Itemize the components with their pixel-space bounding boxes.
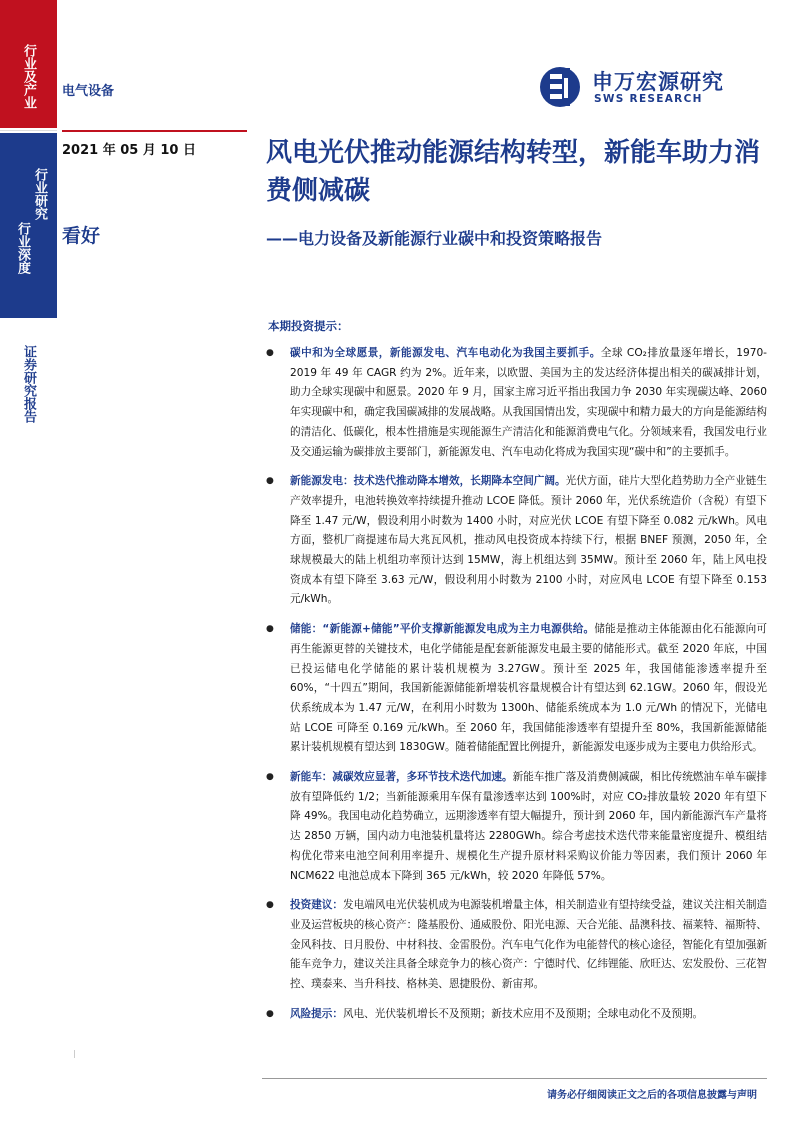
summary-bullet-carbon	[262, 344, 767, 462]
bullet-dot-icon: ●	[266, 1008, 274, 1019]
bullet-dot-icon: ●	[266, 624, 274, 635]
bullet-body: 全球 CO₂排放量逐年增长，1970-2019 年 49 年 CAGR 约为 2%。近年来，以欧盟、美国为主的发达经济体提出相关的碳减排计划，助力全球实现碳中和愿景。2020 年 9 月，国家主席习近平指出我国力争 2030 年实现碳达峰、2060 年实现碳中和，确定我国碳减排的发展战略。从我国国情出发，实现碳中和精力最大的方向是能源结构的清洁化、低碳化，根本性措施是实现能源生产清洁化和能源消费电气化。分领域来看，我国发电行业及交通运输为碳排放主要部门，新能源发电、汽车电动化将成为我国实现“碳中和”的主要抓手。	[290, 347, 768, 458]
sidebar-block-industry	[0, 0, 57, 128]
footer-disclaimer: 请务必仔细阅读正文之后的各项信息披露与声明	[547, 1090, 757, 1101]
sws-logo-icon	[536, 64, 588, 110]
logo-text-cn: 申万宏源研究	[592, 70, 724, 94]
sidebar-tag-depth: 行业深度	[15, 222, 30, 274]
bullet-lead: 新能车：减碳效应显著，多环节技术迭代加速。	[290, 771, 513, 784]
report-title: 风电光伏推动能源结构转型，新能车助力消费侧减碳	[266, 138, 761, 206]
header-red-rule	[62, 130, 247, 132]
sidebar	[0, 0, 57, 1122]
bullet-dot-icon: ●	[266, 476, 274, 487]
bullet-lead: 碳中和为全球愿景，新能源发电、汽车电动化为我国主要抓手。	[290, 347, 601, 359]
bullet-body: 发电端风电光伏装机成为电源装机增量主体，相关制造业有望持续受益，建议关注相关制造业及运营板块的核心资产：隆基股份、通威股份、阳光电源、天合光能、晶澳科技、福莱特、福斯特、金风科技、日月股份、中材科技、金雷股份。汽车电气化作为电能替代的核心途径，智能化有望加强新能车竞争力，建议关注具备全球竞争力的核心资产：宁德时代、亿纬锂能、欣旺达、宏发股份、三花智控、璞泰来、当升科技、格林美、恩捷股份、新宙邦。	[290, 899, 768, 991]
summary-bullet-risk	[262, 1005, 767, 1025]
bullet-dot-icon: ●	[266, 900, 274, 911]
summary-list	[262, 344, 767, 1035]
bullet-body: 新能车推广落及消费侧减碳，相比传统燃油车单车碳排放有望降低约 1/2；当新能源乘用车保有量渗透率达到 100%时，对应 CO₂排放量较 2020 年有望下降 49%。我国电动化趋势确立，远期渗透率有望大幅提升，预计到 2060 年，国内新能源汽车产量将达 2850 万辆，国内动力电池装机量将达 2280GWh。综合考虑技术迭代带来能量密度提升、模组结构优化带来电池空间利用率提升、规模化生产提升原材料采购议价能力等因素，我们预计 2060 年 NCM622 电池总成本下降到 365 元/kWh，较 2020 年降低 57%。	[290, 771, 768, 882]
bullet-lead: 风险提示：	[290, 1007, 343, 1020]
sidebar-block-research	[0, 133, 57, 318]
sws-logo	[536, 64, 756, 110]
bullet-body: 风电、光伏装机增长不及预期；新技术应用不及预期；全球电动化不及预期。	[342, 1007, 704, 1020]
rating-label: 看好	[62, 225, 101, 247]
footer-rule	[262, 1078, 767, 1079]
bullet-lead: 新能源发电：技术迭代推动降本增效，长期降本空间广阔。	[290, 475, 566, 488]
sidebar-tag-research: 行业研究	[32, 168, 47, 220]
summary-bullet-investment	[262, 896, 767, 995]
report-date: 2021 年 05 月 10 日	[62, 143, 196, 158]
bullet-dot-icon: ●	[266, 772, 274, 783]
bullet-lead: 投资建议：	[290, 899, 344, 912]
margin-mark	[74, 1050, 75, 1058]
report-subtitle: ——电力设备及新能源行业碳中和投资策略报告	[266, 229, 603, 248]
bullet-lead: 储能：“新能源+储能”平价支撑新能源发电成为主力电源供给。	[290, 623, 595, 636]
bullet-body: 光伏方面，硅片大型化趋势助力全产业链生产效率提升，电池转换效率持续提升推动 LCOE 降低。预计 2060 年，光伏系统造价（含税）有望下降至 1.47 元/W，假设利用小时数为 1400 小时，对应光伏 LCOE 有望下降至 0.082 元/kWh。风电方面，整机厂商提速布局大兆瓦风机，推动风电投资成本持续下行，根据 BNEF 预测，2050 年，全球规模最大的陆上机组功率预计达到 15MW，海上机组达到 35MW。预计至 2060 年，陆上风电投资成本有望下降至 3.63 元/W，假设利用小时数为 2100 小时，对应风电 LCOE 有望下降至 0.153 元/kWh。	[290, 475, 768, 606]
section-heading: 本期投资提示：	[268, 319, 349, 333]
sidebar-tag-report: 证券研究报告	[21, 345, 36, 423]
industry-label: 电气设备	[62, 84, 115, 99]
summary-bullet-new-energy	[262, 472, 767, 610]
sidebar-block-report	[0, 323, 57, 1122]
bullet-body: 储能是推动主体能源由化石能源向可再生能源更替的关键技术，电化学储能是配套新能源发电最主要的储能形式。截至 2020 年底，中国已投运储电化学储能的累计装机规模为 3.27GW。预计至 2025 年，我国储能渗透率提升至 60%，“十四五”期间，我国新能源储能新增装机容量规模合计有望达到 62.1GW。2060 年，假设光伏系统成本为 1.47 元/W，在利用小时数为 1300h、储能系统成本为 1.0 元/Wh 的情况下，光储电站 LCOE 可降至 0.169 元/kWh。至 2060 年，我国储能渗透率有望提升至 80%，我国新能源储能累计装机规模有望达到 1830GW。随着储能配置比例提升，新能源发电逐步成为主要电力供给形式。	[290, 623, 767, 754]
sidebar-tag-industry: 行业及产业	[21, 44, 36, 109]
summary-bullet-ev	[262, 768, 767, 886]
sidebar-divider	[0, 130, 57, 131]
bullet-dot-icon: ●	[266, 348, 274, 358]
logo-text-en: SWS RESEARCH	[594, 93, 703, 105]
summary-bullet-storage	[262, 620, 767, 758]
